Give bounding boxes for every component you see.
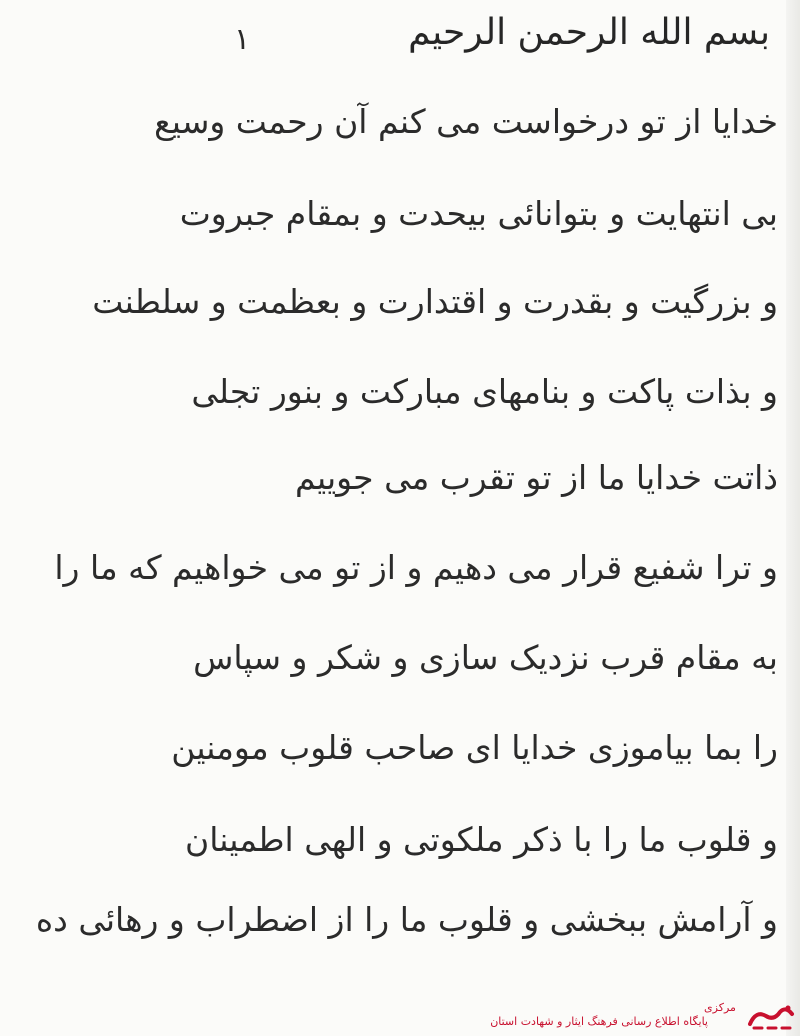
text-line-1: خدایا از تو درخواست می کنم آن رحمت وسیع [154,102,778,141]
text-line-2: بی انتهایت و بتوانائی بیحدت و بمقام جبروت [179,194,778,233]
text-line-4: و بذات پاکت و بنامهای مبارکت و بنور تجلی [191,372,778,411]
page-number: ۱ [234,22,251,57]
text-line-7: به مقام قرب نزدیک سازی و شکر و سپاس [193,638,778,677]
watermark-subtitle: مرکزی [704,1001,736,1014]
text-line-8: را بما بیاموزی خدایا ای صاحب قلوب مومنین [171,728,778,767]
site-watermark [0,1000,800,1036]
text-line-6: و ترا شفیع قرار می دهیم و از تو می خواهیم که ما را [54,548,778,587]
text-line-5: ذاتت خدایا ما از تو تقرب می جوییم [295,458,778,497]
basmala-header: بسم الله الرحمن الرحیم [408,12,770,53]
text-line-3: و بزرگیت و بقدرت و اقتدارت و بعظمت و سلطنت [92,282,778,321]
navid-logo-icon [746,1002,796,1032]
text-line-9: و قلوب ما را با ذکر ملکوتی و الهی اطمینان [184,820,778,859]
watermark-org-name: پایگاه اطلاع رسانی فرهنگ ایثار و شهادت استان [490,1015,708,1028]
text-line-10: و آرامش ببخشی و قلوب ما را از اضطراب و رهائی ده [35,900,778,939]
